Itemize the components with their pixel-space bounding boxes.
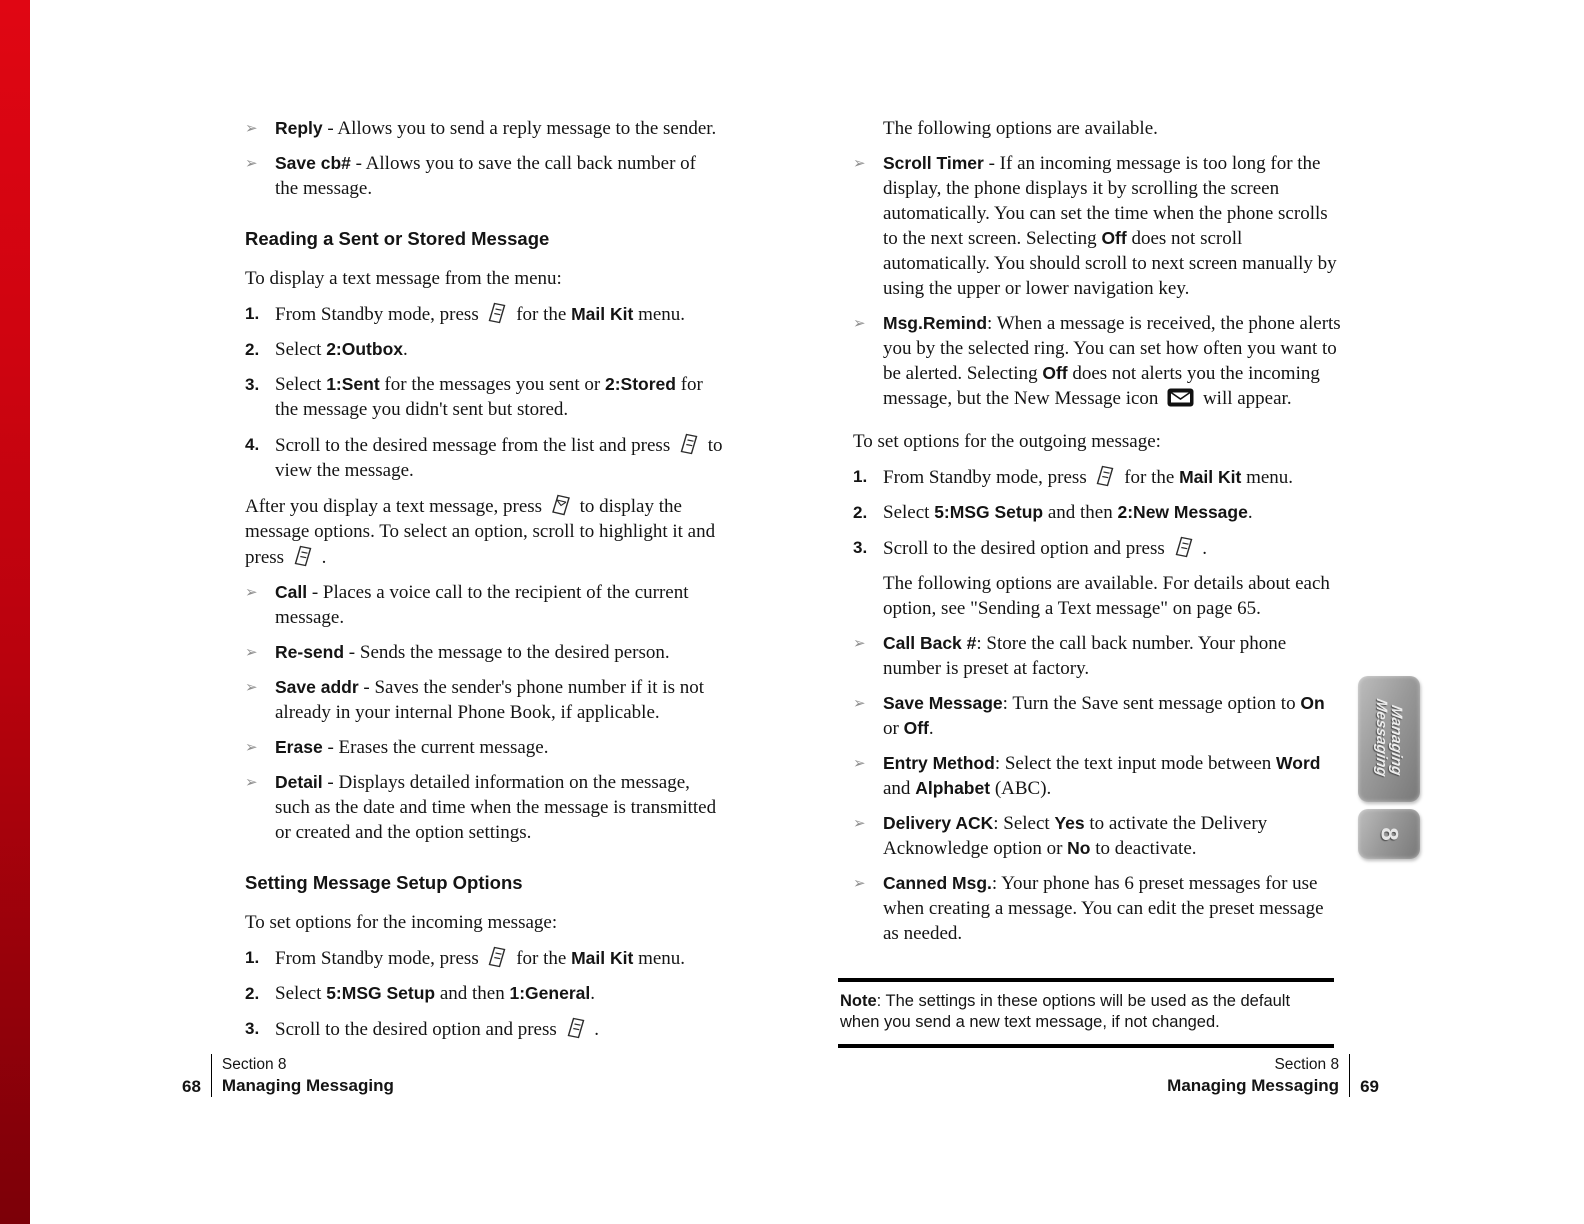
bullet-item bbox=[853, 311, 1341, 411]
bullet-arrow-icon: ➢ bbox=[245, 773, 258, 791]
side-tab-line1: Managing bbox=[1388, 703, 1405, 777]
bullet-arrow-icon: ➢ bbox=[245, 119, 258, 137]
side-tab-line2: Messaging bbox=[1373, 697, 1390, 778]
bullet-item bbox=[853, 871, 1341, 946]
msg-key-icon bbox=[551, 493, 571, 517]
numbered-step bbox=[853, 535, 1341, 561]
footer-title-left: Managing Messaging bbox=[221, 1076, 394, 1095]
bullet-item bbox=[245, 580, 723, 630]
bullet-text: Entry Method: Select the text input mode between Word and Alphabet (ABC). bbox=[883, 753, 1321, 799]
footer-section-left: Section 8 bbox=[221, 1056, 287, 1073]
bullet-arrow-icon: ➢ bbox=[853, 874, 866, 892]
step-text: Select 1:Sent for the messages you sent or 2:Stored for the message you didn't sent but stored. bbox=[275, 374, 703, 420]
note-box: Note: The settings in these options will be used as the default when you send a new text message, if not changed. bbox=[838, 978, 1334, 1048]
numbered-step bbox=[245, 432, 723, 483]
step-number: 1. bbox=[853, 467, 868, 486]
step-text: From Standby mode, press for the Mail Kit menu. bbox=[883, 464, 1341, 490]
step-number: 1. bbox=[245, 304, 260, 323]
footer-right bbox=[1167, 1054, 1379, 1097]
bullet-item bbox=[853, 811, 1341, 861]
step-text: Select 5:MSG Setup and then 1:General. bbox=[275, 983, 595, 1004]
paragraph: To set options for the incoming message: bbox=[245, 912, 558, 933]
paragraph: To set options for the outgoing message: bbox=[853, 431, 1161, 452]
bullet-item bbox=[853, 751, 1341, 801]
footer-title-right: Managing Messaging bbox=[1167, 1076, 1340, 1095]
bullet-text: Save cb# - Allows you to save the call back number of the message. bbox=[275, 153, 696, 199]
bullet-item bbox=[245, 770, 723, 845]
bullet-item bbox=[853, 151, 1341, 301]
bullet-arrow-icon: ➢ bbox=[245, 643, 258, 661]
step-text: Scroll to the desired message from the list and press to view the message. bbox=[275, 432, 723, 483]
bullet-text: Erase - Erases the current message. bbox=[275, 737, 549, 758]
section-side-tab bbox=[1358, 676, 1420, 859]
bullet-arrow-icon: ➢ bbox=[853, 634, 866, 652]
ok-key-icon bbox=[487, 945, 507, 969]
bullet-item bbox=[853, 691, 1341, 741]
section-heading: Reading a Sent or Stored Message bbox=[245, 228, 550, 249]
ok-key-icon bbox=[1174, 535, 1194, 559]
bullet-item bbox=[245, 116, 723, 141]
red-spine-strip bbox=[0, 0, 30, 1224]
step-number: 1. bbox=[245, 948, 260, 967]
bullet-arrow-icon: ➢ bbox=[853, 814, 866, 832]
ok-key-icon bbox=[1095, 464, 1115, 488]
bullet-item bbox=[245, 151, 723, 201]
bullet-arrow-icon: ➢ bbox=[245, 154, 258, 172]
new-message-icon bbox=[1167, 388, 1194, 407]
step-number: 3. bbox=[245, 375, 260, 394]
page-number-left: 68 bbox=[182, 1077, 201, 1096]
side-tab-number bbox=[1358, 809, 1420, 859]
bullet-arrow-icon: ➢ bbox=[245, 678, 258, 696]
page-number-right: 69 bbox=[1360, 1077, 1379, 1096]
bullet-arrow-icon: ➢ bbox=[853, 754, 866, 772]
ok-key-icon bbox=[487, 301, 507, 325]
step-number: 2. bbox=[245, 984, 260, 1003]
numbered-step bbox=[853, 464, 1341, 490]
footer-left bbox=[182, 1054, 394, 1097]
numbered-step bbox=[853, 500, 1341, 525]
step-number: 3. bbox=[245, 1019, 260, 1038]
bullet-item bbox=[853, 631, 1341, 681]
side-tab-number-text: 8 bbox=[1375, 827, 1403, 841]
left-page-column bbox=[245, 116, 723, 1052]
numbered-step bbox=[245, 945, 723, 971]
bullet-text: Save addr - Saves the sender's phone number if it is not already in your internal Phone Book, if applicable. bbox=[275, 677, 705, 723]
bullet-text: Call Back #: Store the call back number. Your phone number is preset at factory. bbox=[883, 633, 1287, 679]
ok-key-icon bbox=[566, 1016, 586, 1040]
bullet-text: Scroll Timer - If an incoming message is too long for the display, the phone displays it by scrolling the screen automatically. You can set the time when the phone scrolls to the next screen. Selecting Off does not scroll automatically. You should scroll to next screen manually by using the upper or lower navigation key. bbox=[883, 153, 1337, 299]
numbered-step bbox=[245, 337, 723, 362]
step-text: Select 5:MSG Setup and then 2:New Message. bbox=[883, 502, 1253, 523]
footer-divider-left bbox=[211, 1054, 212, 1097]
numbered-step bbox=[245, 372, 723, 422]
step-text: From Standby mode, press for the Mail Kit menu. bbox=[275, 301, 723, 327]
step-text: Scroll to the desired option and press . bbox=[275, 1016, 723, 1042]
step-text: Select 2:Outbox. bbox=[275, 339, 408, 360]
bullet-arrow-icon: ➢ bbox=[853, 154, 866, 172]
bullet-arrow-icon: ➢ bbox=[245, 583, 258, 601]
footer-section-right: Section 8 bbox=[1274, 1056, 1340, 1073]
ok-key-icon bbox=[679, 432, 699, 456]
step-text: From Standby mode, press for the Mail Kit menu. bbox=[275, 945, 723, 971]
bullet-arrow-icon: ➢ bbox=[853, 694, 866, 712]
bullet-item bbox=[245, 640, 723, 665]
bullet-text: Detail - Displays detailed information on the message, such as the date and time when the message is transmitted or created and the option settings. bbox=[275, 772, 717, 843]
numbered-step bbox=[245, 1016, 723, 1042]
numbered-step bbox=[245, 301, 723, 327]
paragraph: After you display a text message, press to display the message options. To select an option, scroll to highlight it and press . bbox=[245, 493, 723, 570]
bullet-text: Re-send - Sends the message to the desired person. bbox=[275, 642, 670, 663]
bullet-text: Reply - Allows you to send a reply message to the sender. bbox=[275, 118, 717, 139]
step-number: 4. bbox=[245, 435, 260, 454]
side-tab-label-text bbox=[1374, 698, 1404, 781]
ok-key-icon bbox=[293, 544, 313, 568]
section-heading: Setting Message Setup Options bbox=[245, 872, 523, 893]
numbered-step bbox=[245, 981, 723, 1006]
bullet-text: Save Message: Turn the Save sent message option to On or Off. bbox=[883, 693, 1325, 739]
bullet-text: Canned Msg.: Your phone has 6 preset messages for use when creating a message. You can edit the preset message as needed. bbox=[883, 873, 1324, 944]
right-page-column bbox=[840, 116, 1341, 1058]
footer-text-right bbox=[1167, 1054, 1339, 1097]
bullet-item bbox=[245, 675, 723, 725]
bullet-text: Delivery ACK: Select Yes to activate the Delivery Acknowledge option or No to deactivate. bbox=[883, 813, 1268, 859]
bullet-item bbox=[245, 735, 723, 760]
bullet-arrow-icon: ➢ bbox=[245, 738, 258, 756]
footer-text-left bbox=[222, 1054, 394, 1097]
footer-divider-right bbox=[1349, 1054, 1350, 1097]
step-number: 3. bbox=[853, 538, 868, 557]
bullet-text: Msg.Remind: When a message is received, the phone alerts you by the selected ring. You can set how often you want to be alerted. Selecting Off does not alerts you the incoming message, but the New Message icon will appear. bbox=[883, 313, 1341, 409]
step-number: 2. bbox=[853, 503, 868, 522]
bullet-text: Call - Places a voice call to the recipient of the current message. bbox=[275, 582, 689, 628]
paragraph: To display a text message from the menu: bbox=[245, 268, 562, 289]
paragraph: The following options are available. For details about each option, see "Sending a Text message" on page 65. bbox=[883, 573, 1330, 619]
side-tab-label bbox=[1358, 676, 1420, 802]
bullet-arrow-icon: ➢ bbox=[853, 314, 866, 332]
step-number: 2. bbox=[245, 340, 260, 359]
paragraph: The following options are available. bbox=[883, 118, 1158, 139]
step-text: Scroll to the desired option and press . bbox=[883, 535, 1341, 561]
